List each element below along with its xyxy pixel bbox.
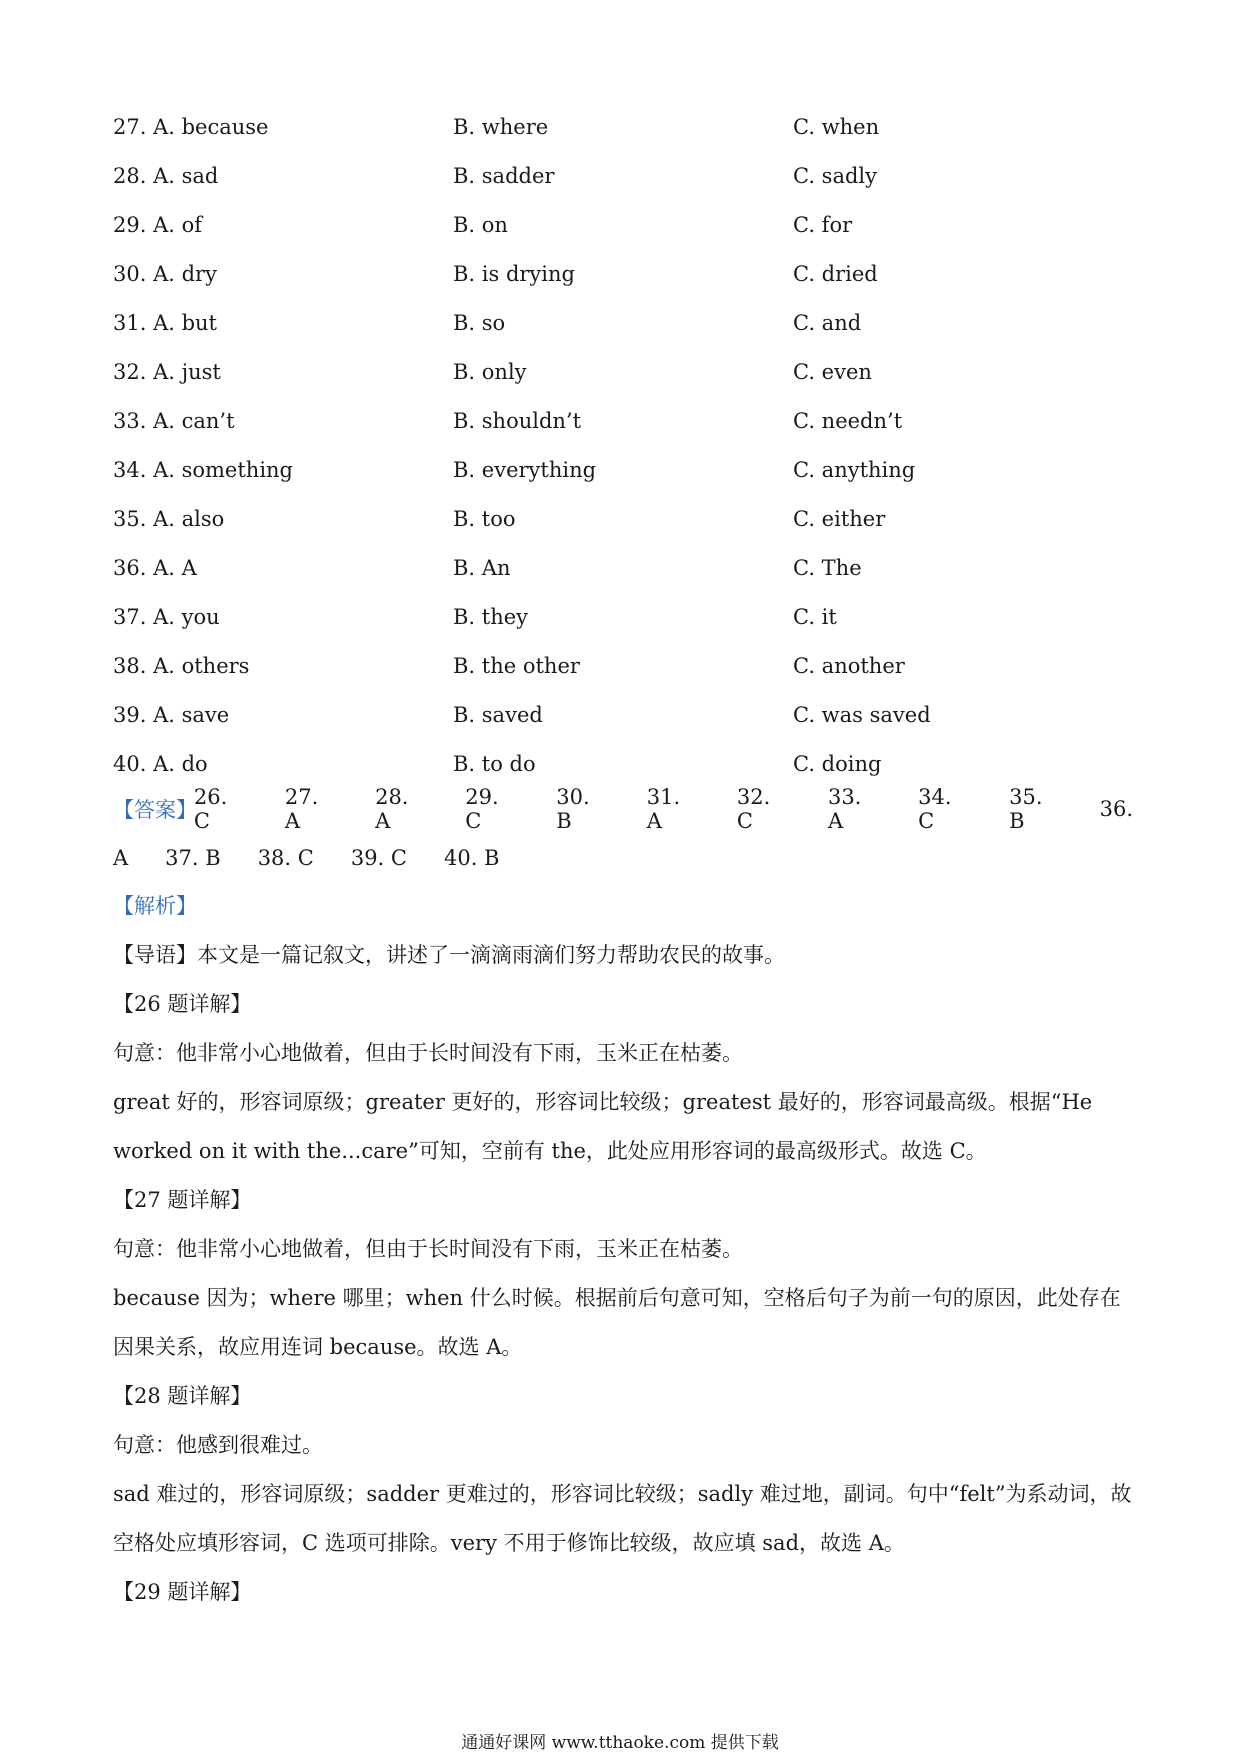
answer-item: 36. [1099,796,1134,821]
answer-item: 38. C [257,845,314,870]
option-row [113,102,1133,151]
option-c: C. anything [793,457,916,482]
option-a: 28. A. sad [113,163,219,188]
option-c: C. when [793,114,880,139]
option-a: 40. A. do [113,751,208,776]
option-c: C. for [793,212,853,237]
paragraph: great 好的，形容词原级；greater 更好的，形容词比较级；greatest 最好的，形容词最高级。根据“He [113,1089,1093,1114]
option-a: 32. A. just [113,359,221,384]
answer-item: 30. B [556,784,590,833]
option-a: 36. A. A [113,555,197,580]
option-c: C. was saved [793,702,931,727]
option-b: B. An [453,555,511,580]
option-a: 27. A. because [113,114,269,139]
option-b: B. the other [453,653,580,678]
paragraph: 句意：他非常小心地做着，但由于长时间没有下雨，玉米正在枯萎。 [113,1236,743,1261]
option-row [113,690,1133,739]
option-a: 34. A. something [113,457,293,482]
option-b: B. saved [453,702,543,727]
paragraph: 空格处应填形容词，C 选项可排除。very 不用于修饰比较级，故应填 sad，故选 A。 [113,1530,905,1555]
option-c: C. dried [793,261,878,286]
option-c: C. needn’t [793,408,903,433]
answer-item: 37. B [165,845,221,870]
analysis-label: 【解析】 [113,893,197,918]
option-b: B. sadder [453,163,555,188]
option-a: 38. A. others [113,653,250,678]
option-c: C. even [793,359,872,384]
paragraph: 【26 题详解】 [113,991,252,1016]
option-b: B. where [453,114,549,139]
option-c: C. another [793,653,905,678]
paragraph: 因果关系，故应用连词 because。故选 A。 [113,1334,523,1359]
option-b: B. to do [453,751,536,776]
paragraph: sad 难过的，形容词原级；sadder 更难过的，形容词比较级；sadly 难过地，副词。句中“felt”为系动词，故 [113,1481,1132,1506]
paragraph: worked on it with the...care”可知，空前有 the，此处应用形容词的最高级形式。故选 C。 [113,1138,987,1163]
option-b: B. is drying [453,261,575,286]
option-row [113,249,1133,298]
option-row [113,592,1133,641]
option-a: 37. A. you [113,604,220,629]
option-b: B. shouldn’t [453,408,582,433]
option-a: 39. A. save [113,702,230,727]
option-c: C. doing [793,751,882,776]
answer-item: 27. A [284,784,319,833]
paragraph: because 因为；where 哪里；when 什么时候。根据前后句意可知，空格后句子为前一句的原因，此处存在 [113,1285,1121,1310]
option-b: B. too [453,506,516,531]
paragraph: 【27 题详解】 [113,1187,252,1212]
page-footer: 通通好课网 www.tthaoke.com 提供下载 [461,1733,779,1753]
option-row [113,445,1133,494]
answer-item: 31. A [646,784,681,833]
option-row [113,641,1133,690]
option-a: 30. A. dry [113,261,217,286]
option-a: 31. A. but [113,310,217,335]
paragraph: 句意：他感到很难过。 [113,1432,323,1457]
analysis-heading [113,880,1133,929]
option-row [113,200,1133,249]
paragraph: 【29 题详解】 [113,1579,252,1604]
option-c: C. and [793,310,862,335]
paragraph: 【28 题详解】 [113,1383,252,1408]
option-b: B. on [453,212,508,237]
analysis-body [113,880,1133,1615]
answer-label: 【答案】 [113,797,197,822]
option-row [113,298,1133,347]
answer-item: 28. A [375,784,409,833]
option-a: 29. A. of [113,212,203,237]
option-b: B. they [453,604,529,629]
option-a: 35. A. also [113,506,225,531]
option-c: C. it [793,604,837,629]
answer-item: 29. C [465,784,499,833]
option-b: B. only [453,359,527,384]
answer-item: 40. B [443,845,500,870]
answer-item: 26. C [193,784,228,833]
answer-item: 32. C [736,784,771,833]
answer-item: A [113,845,129,870]
option-b: B. so [453,310,506,335]
option-row [113,396,1133,445]
answer-key [113,784,1133,882]
options-list [113,102,1133,788]
paragraph: 句意：他非常小心地做着，但由于长时间没有下雨，玉米正在枯萎。 [113,1040,743,1065]
option-c: C. The [793,555,862,580]
answer-line [113,833,1133,882]
option-c: C. either [793,506,886,531]
option-row [113,494,1133,543]
answer-item: 39. C [350,845,407,870]
option-row [113,739,1133,788]
option-row [113,543,1133,592]
option-row [113,347,1133,396]
answer-item: 35. B [1009,784,1043,833]
answer-item: 33. A [827,784,862,833]
option-c: C. sadly [793,163,877,188]
answer-line [113,784,1133,833]
option-a: 33. A. can’t [113,408,235,433]
option-row [113,151,1133,200]
option-b: B. everything [453,457,597,482]
answer-item: 34. C [918,784,952,833]
paragraph: 【导语】本文是一篇记叙文，讲述了一滴滴雨滴们努力帮助农民的故事。 [113,942,785,967]
